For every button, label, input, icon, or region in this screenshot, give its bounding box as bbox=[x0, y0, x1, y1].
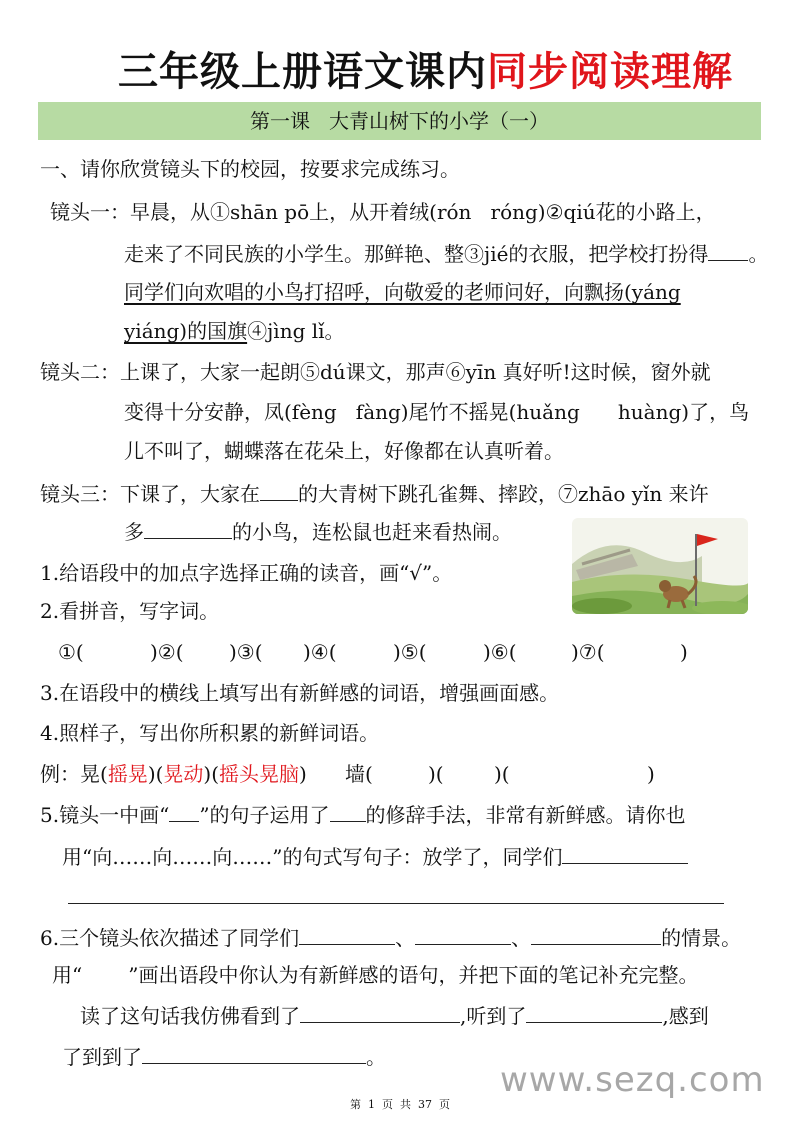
question-3: 3.在语段中的横线上填写出有新鲜感的词语，增强画面感。 bbox=[40, 681, 560, 705]
q6-blank-3[interactable] bbox=[531, 924, 661, 945]
q6-saw-blank[interactable] bbox=[300, 1002, 460, 1023]
q4-paren-3: ) bbox=[647, 762, 655, 786]
question-6-line2: 用“ ”画出语段中你认为有新鲜感的语句，并把下面的笔记补充完整。 bbox=[52, 963, 699, 987]
q2-answer-paren-5: )⑤( bbox=[393, 640, 427, 664]
school-illustration bbox=[572, 518, 748, 614]
shot1-line1: 镜头一：早晨，从①shān pō上，从开着绒(rón róng)②qiú花的小路上， bbox=[50, 200, 716, 224]
shot2-line3: 儿不叫了，蝴蝶落在花朵上，好像都在认真听着。 bbox=[124, 439, 564, 463]
question-6-line4: 了到到了 。 bbox=[62, 1045, 386, 1069]
q2-answer-paren-3: )③( bbox=[229, 640, 263, 664]
question-1: 1.给语段中的加点字选择正确的读音，画“√”。 bbox=[40, 561, 453, 585]
q5-answer-line[interactable] bbox=[68, 903, 724, 904]
example-word-3: 摇头晃脑 bbox=[219, 762, 300, 786]
q6-felt-blank[interactable] bbox=[142, 1043, 366, 1064]
shot3-line1: 镜头三：下课了，大家在 的大青树下跳孔雀舞、摔跤，⑦zhāo yǐn 来许 bbox=[40, 482, 709, 506]
question-4: 4.照样子，写出你所积累的新鲜词语。 bbox=[40, 721, 380, 745]
q5-rhetoric-blank[interactable] bbox=[330, 801, 366, 822]
q6-blank-1[interactable] bbox=[299, 924, 395, 945]
shot2-line2: 变得十分安静，凤(fèng fàng)尾竹不摇晃(huǎng huàng)了，鸟 bbox=[124, 400, 750, 424]
example-word-2: 晃动 bbox=[163, 762, 204, 786]
page-footer: 第 1 页 共 37 页 bbox=[350, 1098, 450, 1111]
shot3-blank-2[interactable] bbox=[144, 518, 232, 539]
shot1-line3-underlined: 同学们向欢唱的小鸟打招呼，向敬爱的老师问好，向飘扬(yáng bbox=[124, 280, 681, 304]
q4-paren-1: )( bbox=[428, 762, 444, 786]
shot1-line4: yiáng)的国旗④jìng lǐ。 bbox=[124, 319, 345, 343]
q2-answer-paren-4: )④( bbox=[303, 640, 337, 664]
q6-blank-2[interactable] bbox=[415, 924, 511, 945]
q6-heard-blank[interactable] bbox=[526, 1002, 662, 1023]
section-one-instruction: 一、请你欣赏镜头下的校园，按要求完成练习。 bbox=[40, 157, 460, 181]
q2-answer-paren-1: ①( bbox=[58, 640, 84, 664]
shot3-blank-1[interactable] bbox=[260, 480, 298, 501]
q4-wall-label: 墙( bbox=[345, 762, 373, 786]
question-6-line1: 6.三个镜头依次描述了同学们 、 、 的情景。 bbox=[40, 926, 742, 950]
q2-answer-paren-close: ) bbox=[680, 640, 688, 664]
shot1-line2: 走来了不同民族的小学生。那鲜艳、整③jié的衣服，把学校打扮得 。 bbox=[124, 242, 769, 266]
example-word-1: 摇晃 bbox=[107, 762, 148, 786]
q2-answer-paren-2: )②( bbox=[150, 640, 184, 664]
question-5-line2: 用“向……向……向……”的句式写句子：放学了，同学们 bbox=[62, 843, 688, 870]
title-black-part: 三年级上册语文课内 bbox=[118, 49, 487, 95]
title-red-part: 同步阅读理解 bbox=[487, 49, 733, 95]
lesson-heading: 第一课 大青山树下的小学（一） bbox=[38, 102, 761, 140]
q2-answer-paren-6: )⑥( bbox=[483, 640, 517, 664]
page-title bbox=[118, 40, 758, 100]
q2-answer-paren-7: )⑦( bbox=[571, 640, 605, 664]
shot1-blank[interactable] bbox=[708, 240, 748, 261]
question-5-line1: 5.镜头一中画“ ”的句子运用了 的修辞手法，非常有新鲜感。请你也 bbox=[40, 803, 686, 827]
question-2: 2.看拼音，写字词。 bbox=[40, 599, 220, 623]
q4-example-line: 例：晃(摇晃)(晃动)(摇头晃脑) bbox=[40, 762, 307, 786]
watermark: www.sezq.com bbox=[500, 1060, 765, 1100]
shot2-line1: 镜头二：上课了，大家一起朗⑤dú课文，那声⑥yīn 真好听!这时候，窗外就 bbox=[40, 360, 711, 384]
shot3-line2: 多 的小鸟，连松鼠也赶来看热闹。 bbox=[124, 520, 512, 544]
question-6-line3: 读了这句话我仿佛看到了 ,听到了 ,感到 bbox=[80, 1004, 709, 1028]
wavy-line-sample bbox=[82, 962, 128, 988]
q5-sentence-blank[interactable] bbox=[562, 843, 688, 864]
school-scene-image bbox=[572, 518, 748, 614]
q5-mark-blank[interactable] bbox=[169, 801, 199, 822]
q4-paren-2: )( bbox=[494, 762, 510, 786]
